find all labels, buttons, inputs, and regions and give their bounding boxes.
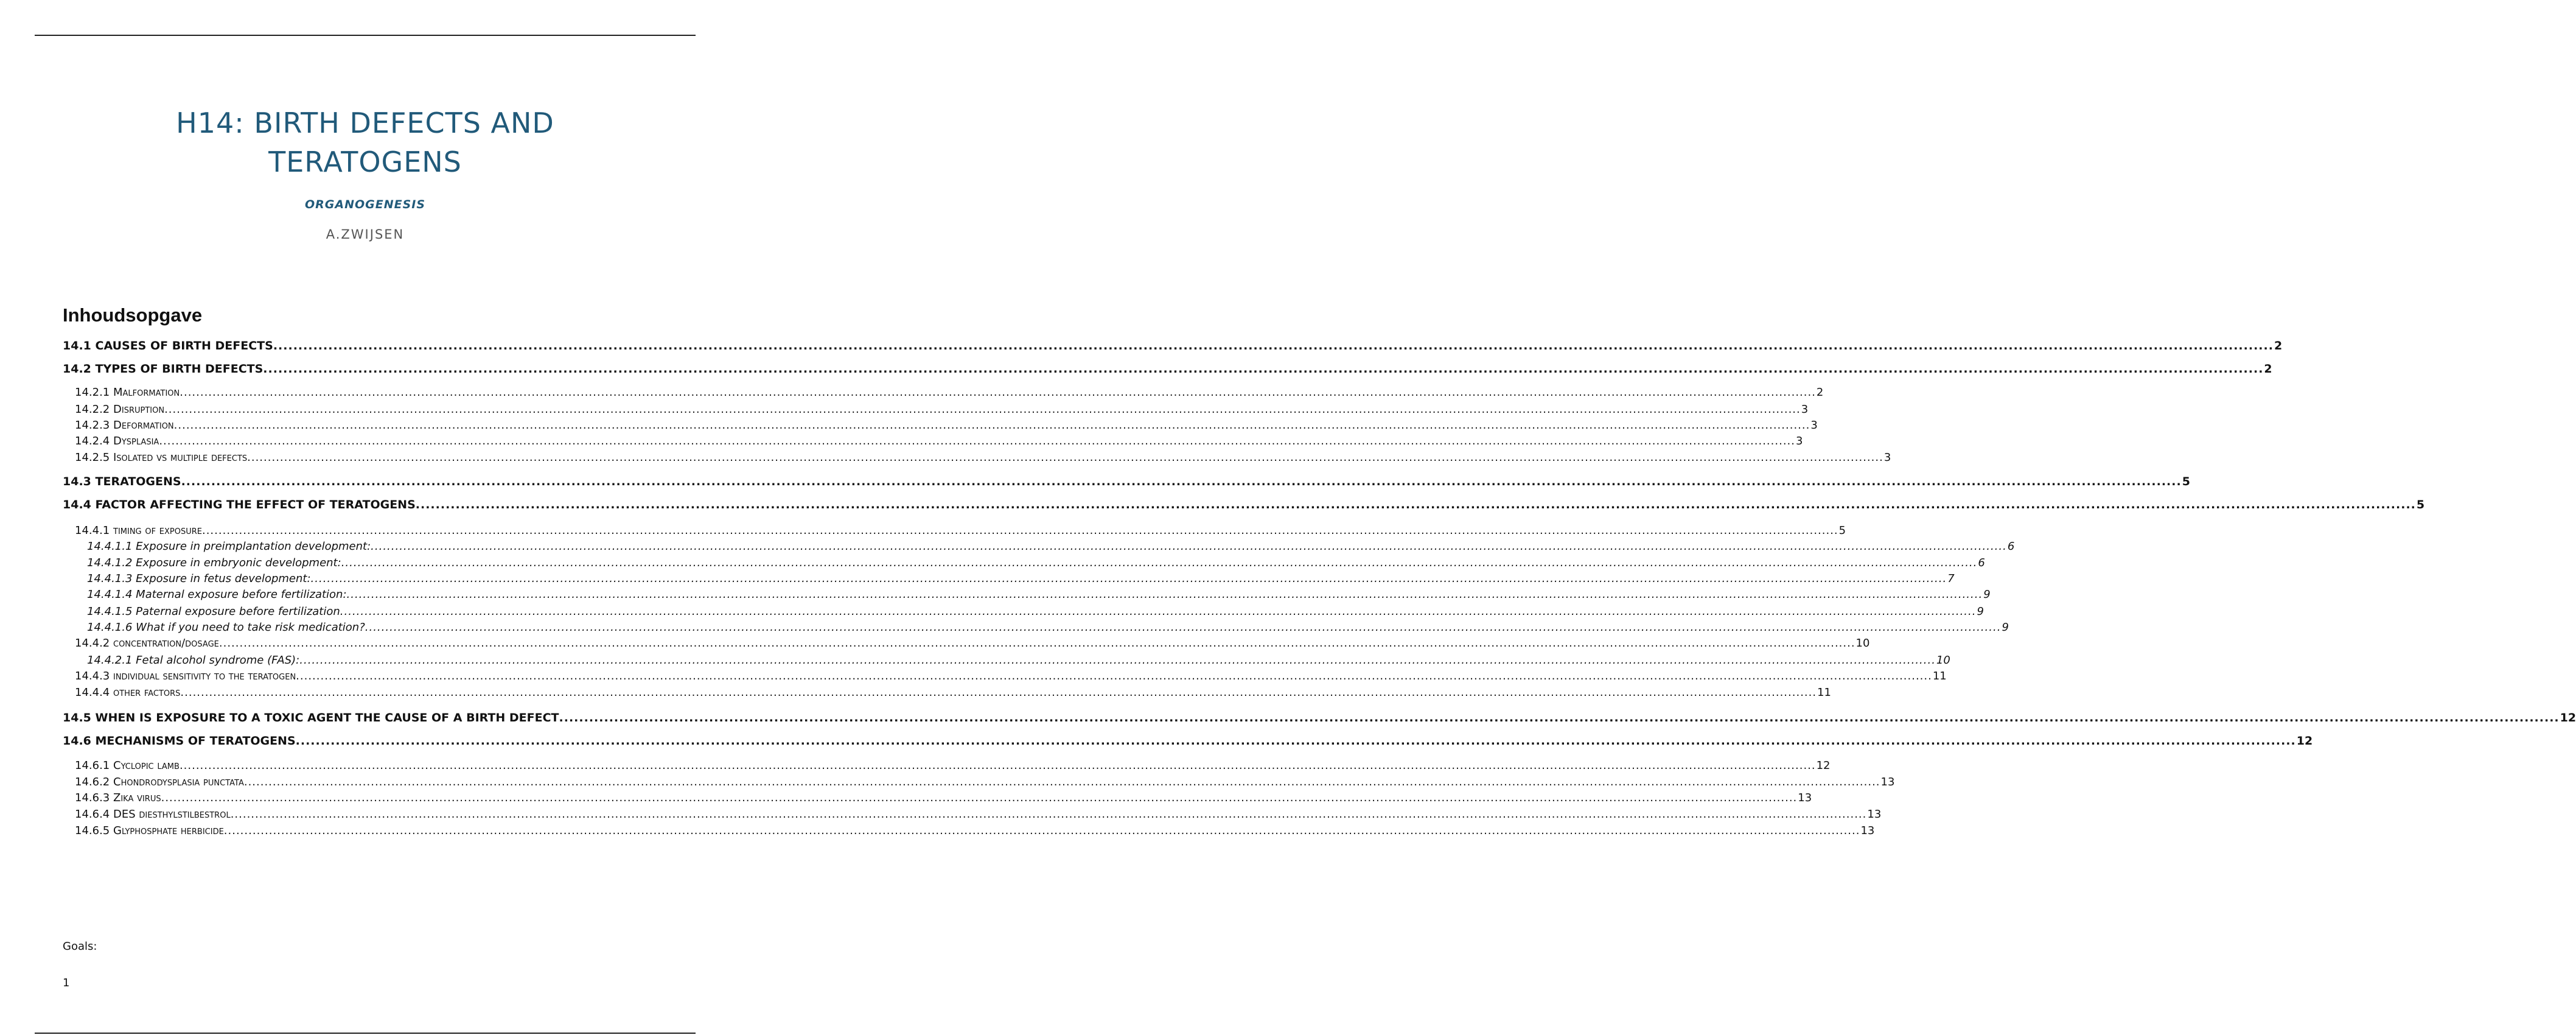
title-line-2: TERATOGENS bbox=[268, 146, 462, 178]
toc-leader-dots: ................................................................................................................................................................................................................................................................................................................................................................................................................ bbox=[346, 588, 1983, 601]
toc-entry[interactable] bbox=[63, 362, 2272, 376]
toc-entry-label bbox=[75, 824, 224, 838]
toc-entry-page: 3 bbox=[1883, 451, 1891, 464]
toc-entry[interactable] bbox=[75, 451, 1891, 465]
toc-leader-dots: ................................................................................................................................................................................................................................................................................................................................................................................................................ bbox=[243, 776, 1880, 788]
toc-entry-label bbox=[63, 474, 181, 489]
toc-leader-dots: ................................................................................................................................................................................................................................................................................................................................................................................................................ bbox=[164, 403, 1801, 416]
toc-entry-page: 2 bbox=[2264, 362, 2272, 376]
toc-entry-label bbox=[87, 605, 340, 619]
toc-entry-label bbox=[63, 339, 273, 353]
toc-entry-page: 13 bbox=[1880, 776, 1895, 788]
toc-leader-dots: ................................................................................................................................................................................................................................................................................................................................................................................................................ bbox=[341, 556, 1978, 569]
toc-entry-page: 10 bbox=[1936, 654, 1950, 667]
toc-leader-dots: ................................................................................................................................................................................................................................................................................................................................................................................................................ bbox=[365, 621, 2002, 634]
toc-entry-number: 14.3 bbox=[63, 475, 91, 488]
toc-leader-dots: ................................................................................................................................................................................................................................................................................................................................................................................................................ bbox=[295, 734, 2296, 748]
toc-entry-text: Dysplasia bbox=[113, 435, 159, 447]
toc-entry-page: 12 bbox=[2560, 711, 2576, 724]
toc-entry[interactable] bbox=[87, 605, 1984, 619]
toc-leader-dots: ................................................................................................................................................................................................................................................................................................................................................................................................................ bbox=[180, 686, 1817, 699]
toc-leader-dots: ................................................................................................................................................................................................................................................................................................................................................................................................................ bbox=[159, 435, 1795, 447]
toc-leader-dots: ................................................................................................................................................................................................................................................................................................................................................................................................................ bbox=[299, 654, 1936, 667]
toc-entry-text: What if you need to take risk medication? bbox=[136, 621, 365, 634]
toc-entry[interactable] bbox=[75, 775, 1895, 790]
toc-leader-dots: ................................................................................................................................................................................................................................................................................................................................................................................................................ bbox=[179, 759, 1816, 772]
toc-entry-text: Disruption bbox=[113, 403, 165, 416]
toc-leader-dots: ................................................................................................................................................................................................................................................................................................................................................................................................................ bbox=[223, 824, 1860, 837]
toc-entry[interactable] bbox=[75, 824, 1875, 838]
toc-entry-page: 3 bbox=[1795, 435, 1803, 447]
toc-leader-dots: ................................................................................................................................................................................................................................................................................................................................................................................................................ bbox=[559, 711, 2560, 724]
toc-entry-page: 3 bbox=[1801, 403, 1809, 416]
toc-entry[interactable] bbox=[63, 497, 2425, 512]
toc-entry-label bbox=[75, 759, 180, 773]
document-subtitle: ORGANOGENESIS bbox=[304, 198, 426, 211]
toc-entry-label bbox=[75, 791, 161, 805]
toc-leader-dots: ................................................................................................................................................................................................................................................................................................................................................................................................................ bbox=[340, 605, 1977, 618]
toc-entry-text: Chondrodysplasia punctata bbox=[113, 776, 244, 788]
toc-entry-number: 14.4.1.4 bbox=[87, 588, 133, 601]
toc-entry-label bbox=[75, 434, 159, 449]
toc-entry-page: 9 bbox=[1977, 605, 1984, 618]
toc-entry-number: 14.5 bbox=[63, 711, 91, 724]
toc-entry-number: 14.6 bbox=[63, 734, 91, 748]
toc-entry-label bbox=[75, 402, 164, 417]
toc-entry-number: 14.2.2 bbox=[75, 403, 110, 416]
toc-entry-number: 14.6.4 bbox=[75, 808, 110, 821]
toc-entry[interactable] bbox=[75, 434, 1803, 449]
toc-entry-text: concentration/dosage bbox=[113, 637, 219, 650]
toc-entry-page: 5 bbox=[1838, 524, 1846, 537]
toc-leader-dots: ................................................................................................................................................................................................................................................................................................................................................................................................................ bbox=[173, 419, 1810, 432]
toc-entry-number: 14.4.1.1 bbox=[87, 540, 133, 553]
toc-entry[interactable] bbox=[87, 539, 2015, 554]
toc-entry-number: 14.4.3 bbox=[75, 670, 110, 682]
toc-entry-label bbox=[87, 653, 299, 668]
toc-entry[interactable] bbox=[75, 807, 1882, 822]
toc-entry-number: 14.1 bbox=[63, 339, 91, 353]
toc-entry-number: 14.2.3 bbox=[75, 419, 110, 432]
toc-entry-page: 5 bbox=[2182, 475, 2190, 488]
toc-entry-page: 13 bbox=[1867, 808, 1882, 821]
toc-entry-text: Fetal alcohol syndrome (FAS): bbox=[136, 654, 300, 667]
toc-entry[interactable] bbox=[87, 588, 1991, 602]
toc-entry-number: 14.4.2.1 bbox=[87, 654, 133, 667]
toc-entry-text: Paternal exposure before fertilization bbox=[136, 605, 340, 618]
toc-entry-number: 14.4.1.2 bbox=[87, 556, 133, 569]
toc-entry-page: 12 bbox=[2296, 734, 2313, 748]
toc-entry-text: individual sensitivity to the teratogen bbox=[113, 670, 296, 682]
toc-entry-text: Maternal exposure before fertilization: bbox=[136, 588, 347, 601]
document-author: A.ZWIJSEN bbox=[326, 227, 405, 242]
toc-leader-dots: ................................................................................................................................................................................................................................................................................................................................................................................................................ bbox=[296, 670, 1932, 682]
toc-heading: Inhoudsopgave bbox=[63, 304, 203, 326]
toc-entry[interactable] bbox=[75, 759, 1831, 773]
toc-entry-text: Cyclopic lamb bbox=[113, 759, 180, 772]
toc-entry[interactable] bbox=[87, 572, 1955, 586]
toc-entry-page: 12 bbox=[1816, 759, 1831, 772]
toc-entry-text: Malformation bbox=[113, 386, 180, 399]
toc-entry-number: 14.4.2 bbox=[75, 637, 110, 650]
toc-entry-label bbox=[87, 556, 341, 570]
title-line-1: H14: BIRTH DEFECTS AND bbox=[176, 107, 554, 139]
toc-entry-text: Isolated vs multiple defects bbox=[113, 451, 248, 464]
toc-entry-label bbox=[87, 620, 365, 635]
toc-entry-text: Deformation bbox=[113, 419, 174, 432]
toc-entry-text: Glyphosphate herbicide bbox=[113, 824, 224, 837]
page-number: 1 bbox=[63, 977, 70, 989]
toc-entry-text: Exposure in embryonic development: bbox=[136, 556, 341, 569]
toc-entry-number: 14.2.4 bbox=[75, 435, 110, 447]
toc-entry-label bbox=[63, 497, 416, 512]
toc-entry-page: 3 bbox=[1810, 419, 1818, 432]
toc-leader-dots: ................................................................................................................................................................................................................................................................................................................................................................................................................ bbox=[273, 339, 2274, 353]
footer-rule bbox=[35, 1033, 696, 1034]
toc-entry[interactable] bbox=[75, 402, 1809, 417]
toc-entry-page: 2 bbox=[2274, 339, 2283, 353]
toc-entry-number: 14.6.2 bbox=[75, 776, 110, 788]
toc-entry-label bbox=[63, 734, 296, 748]
toc-entry-label bbox=[63, 362, 263, 376]
toc-entry-text: FACTOR AFFECTING THE EFFECT OF TERATOGENS bbox=[95, 498, 416, 511]
toc-leader-dots: ................................................................................................................................................................................................................................................................................................................................................................................................................ bbox=[247, 451, 1883, 464]
toc-entry-page: 2 bbox=[1816, 386, 1824, 399]
toc-entry-number: 14.4.1.3 bbox=[87, 572, 133, 585]
toc-entry-label bbox=[87, 572, 311, 586]
toc-leader-dots: ................................................................................................................................................................................................................................................................................................................................................................................................................ bbox=[371, 540, 2007, 553]
toc-entry-label bbox=[75, 418, 174, 433]
toc-entry-text: WHEN IS EXPOSURE TO A TOXIC AGENT THE CAUSE OF A BIRTH DEFECT bbox=[95, 711, 559, 724]
toc-entry[interactable] bbox=[75, 686, 1831, 700]
toc-entry-text: TYPES OF BIRTH DEFECTS bbox=[95, 362, 264, 376]
toc-entry-label bbox=[75, 385, 180, 400]
toc-entry-label bbox=[75, 686, 180, 700]
toc-leader-dots: ................................................................................................................................................................................................................................................................................................................................................................................................................ bbox=[201, 524, 1838, 537]
toc-leader-dots: ................................................................................................................................................................................................................................................................................................................................................................................................................ bbox=[180, 386, 1816, 399]
toc-entry-label bbox=[87, 539, 371, 554]
toc-entry-page: 5 bbox=[2416, 498, 2425, 511]
toc-entry-text: other factors bbox=[113, 686, 181, 699]
toc-entry-page: 9 bbox=[1983, 588, 1991, 601]
toc-entry[interactable] bbox=[75, 669, 1947, 684]
toc-entry-page: 6 bbox=[2007, 540, 2015, 553]
toc-entry-label bbox=[75, 807, 231, 822]
toc-entry-text: MECHANISMS OF TERATOGENS bbox=[95, 734, 296, 748]
toc-entry[interactable] bbox=[87, 620, 2009, 635]
toc-entry-label bbox=[63, 710, 559, 725]
toc-entry[interactable] bbox=[63, 710, 2576, 725]
toc-entry-page: 7 bbox=[1947, 572, 1955, 585]
toc-entry-page: 13 bbox=[1860, 824, 1875, 837]
toc-entry-number: 14.4.4 bbox=[75, 686, 110, 699]
toc-leader-dots: ................................................................................................................................................................................................................................................................................................................................................................................................................ bbox=[263, 362, 2264, 376]
toc-leader-dots: ................................................................................................................................................................................................................................................................................................................................................................................................................ bbox=[181, 475, 2182, 488]
toc-entry[interactable] bbox=[63, 474, 2190, 489]
toc-entry[interactable] bbox=[87, 653, 1950, 668]
toc-entry-page: 11 bbox=[1817, 686, 1831, 699]
toc-entry-text: Exposure in fetus development: bbox=[136, 572, 311, 585]
toc-entry-page: 10 bbox=[1855, 637, 1870, 650]
toc-entry-number: 14.6.1 bbox=[75, 759, 110, 772]
toc-leader-dots: ................................................................................................................................................................................................................................................................................................................................................................................................................ bbox=[161, 791, 1798, 804]
toc-entry-label bbox=[75, 636, 219, 651]
toc-entry[interactable] bbox=[75, 418, 1818, 433]
toc-entry-number: 14.2 bbox=[63, 362, 91, 376]
toc-entry-number: 14.6.3 bbox=[75, 791, 110, 804]
toc-entry[interactable] bbox=[75, 791, 1812, 805]
toc-entry-number: 14.6.5 bbox=[75, 824, 110, 837]
toc-leader-dots: ................................................................................................................................................................................................................................................................................................................................................................................................................ bbox=[230, 808, 1867, 821]
toc-entry-label bbox=[75, 775, 244, 790]
toc-entry-label bbox=[75, 451, 247, 465]
toc-entry[interactable] bbox=[87, 556, 1985, 570]
toc-entry-number: 14.4.1 bbox=[75, 524, 110, 537]
toc-entry-page: 9 bbox=[2002, 621, 2009, 634]
toc-entry-number: 14.2.1 bbox=[75, 386, 110, 399]
toc-entry-page: 6 bbox=[1978, 556, 1985, 569]
toc-entry-label bbox=[75, 524, 202, 538]
toc-entry-number: 14.4 bbox=[63, 498, 91, 511]
toc-entry-label bbox=[87, 588, 347, 602]
toc-entry-page: 13 bbox=[1798, 791, 1812, 804]
toc-entry-label bbox=[75, 669, 296, 684]
toc-entry[interactable] bbox=[75, 524, 1846, 538]
toc-entry-text: timing of exposure bbox=[113, 524, 202, 537]
toc-entry[interactable] bbox=[75, 636, 1870, 651]
toc-entry-text: CAUSES OF BIRTH DEFECTS bbox=[95, 339, 273, 353]
goals-label: Goals: bbox=[63, 940, 97, 953]
toc-entry-text: DES diesthylstilbestrol bbox=[113, 808, 231, 821]
toc-entry-text: Exposure in preimplantation development: bbox=[136, 540, 371, 553]
toc-leader-dots: ................................................................................................................................................................................................................................................................................................................................................................................................................ bbox=[218, 637, 1855, 650]
toc-entry-number: 14.4.1.5 bbox=[87, 605, 133, 618]
toc-leader-dots: ................................................................................................................................................................................................................................................................................................................................................................................................................ bbox=[310, 572, 1947, 585]
toc-entry-text: Zika virus bbox=[113, 791, 161, 804]
toc-entry-text: TERATOGENS bbox=[95, 475, 181, 488]
toc-entry[interactable] bbox=[75, 385, 1824, 400]
toc-entry-number: 14.2.5 bbox=[75, 451, 110, 464]
toc-entry[interactable] bbox=[63, 734, 2313, 748]
toc-entry[interactable] bbox=[63, 339, 2283, 353]
header-rule bbox=[35, 35, 696, 36]
toc-entry-page: 11 bbox=[1932, 670, 1947, 682]
toc-entry-number: 14.4.1.6 bbox=[87, 621, 133, 634]
toc-leader-dots: ................................................................................................................................................................................................................................................................................................................................................................................................................ bbox=[415, 498, 2416, 511]
document-title bbox=[0, 103, 730, 181]
